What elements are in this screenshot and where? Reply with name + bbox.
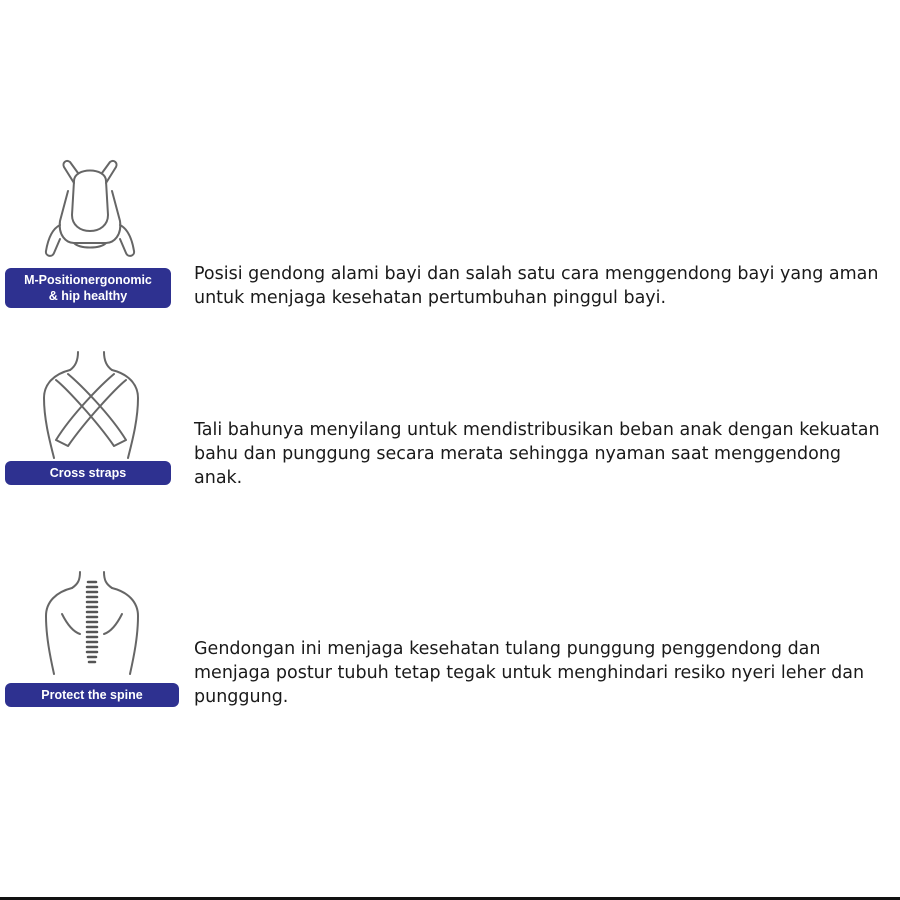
protect-spine-description: Gendongan ini menjaga kesehatan tulang punggung penggendong dan menjaga postur tubuh tetap tegak untuk menghindari resiko nyeri leher dan punggung.: [194, 639, 865, 707]
m-position-badge: [5, 268, 171, 308]
spine-icon: [38, 570, 148, 680]
badge-line: M-Positionergonomic: [24, 273, 152, 287]
cross-straps-icon: [36, 350, 146, 462]
cross-straps-badge: [5, 461, 171, 485]
m-position-description: Posisi gendong alami bayi dan salah satu cara menggendong bayi yang aman untuk menjaga kesehatan pertumbuhan pinggul bayi.: [194, 264, 879, 308]
badge-line: & hip healthy: [48, 289, 128, 303]
cross-straps-description: Tali bahunya menyilang untuk mendistribusikan beban anak dengan kekuatan bahu dan punggung secara merata sehingga nyaman saat menggendong anak.: [194, 420, 880, 488]
baby-m-position-icon: [30, 155, 150, 267]
badge-line: Protect the spine: [41, 688, 143, 702]
protect-spine-badge: [5, 683, 179, 707]
badge-line: Cross straps: [49, 466, 127, 480]
